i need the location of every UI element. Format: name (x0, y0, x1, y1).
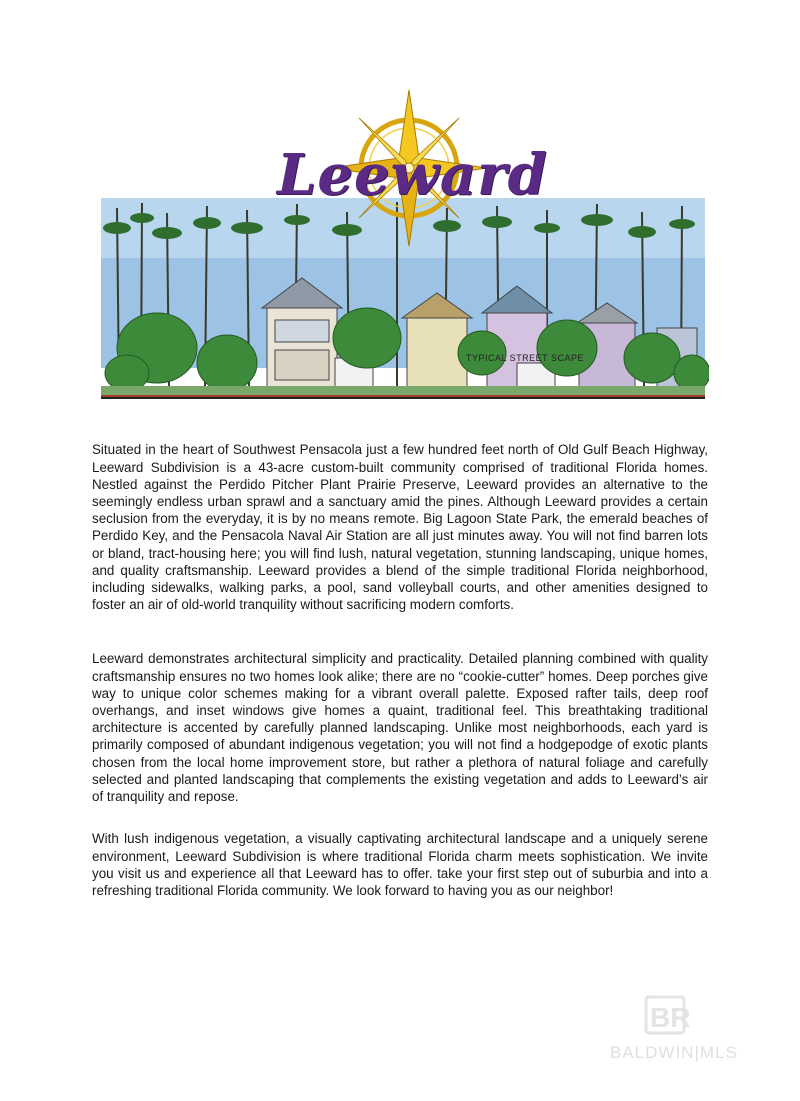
leeward-logo-text: Leeward (277, 142, 548, 208)
header-illustration (97, 88, 709, 378)
paragraph-invitation: With lush indigenous vegetation, a visually captivating architectural landscape and a uniquely serene environment, Leeward Subdivision is where traditional Florida charm meets sophistication. We invite you visit us and experience all that Leeward has to offer. take your first step out of suburbia and into a refreshing traditional Florida community. We look forward to having you as our neighbor! (92, 831, 708, 898)
paragraph-architecture: Leeward demonstrates architectural simplicity and practicality. Detailed planning combined with quality craftsmanship ensures no two homes look alike; there are no “cookie-cutter” homes. Deep porches give way to unique color schemes making for a vibrant overall palette. Exposed rafter tails, deep roof overhangs, and inset windows give homes a quaint, traditional feel. This breathtaking traditional architecture is accented by carefully planned landscaping. Unlike most neighborhoods, each yard is primarily composed of abundant indigenous vegetation; you will not find a hodgepodge of exotic plants chosen from the local home improvement store, but rather a plethora of natural foliage and carefully selected and planted landscaping that complements the existing vegetation and adds to Leeward’s air of tranquility and repose. (92, 651, 708, 805)
watermark-mark: BR (650, 1002, 691, 1033)
image-caption: TYPICAL STREET SCAPE (466, 353, 585, 363)
watermark-text: BALDWIN|MLS (610, 1043, 738, 1062)
paragraph-intro: Situated in the heart of Southwest Pensacola just a few hundred feet north of Old Gulf Beach Highway, Leeward Subdivision is a 43-acre custom-built community comprised of traditional Florida homes. Nestled against the Perdido Pitcher Plant Prairie Preserve, Leeward provides an alternative to the seemingly endless urban sprawl and a sanctuary amid the pines. Although Leeward provides a certain seclusion from the everyday, it is by no means remote. Big Lagoon State Park, the emerald beaches of Perdido Key, and the Pensacola Naval Air Station are all just minutes away. You will not find barren lots or bland, tract-housing here; you will find lush, natural vegetation, stunning landscaping, unique homes, and quality craftsmanship. Leeward provides a blend of the simple traditional Florida neighborhood, including sidewalks, walking parks, a pool, sand volleyball courts, and other amenities designed to foster an air of old-world tranquility without sacrificing modern comforts. (92, 442, 708, 613)
